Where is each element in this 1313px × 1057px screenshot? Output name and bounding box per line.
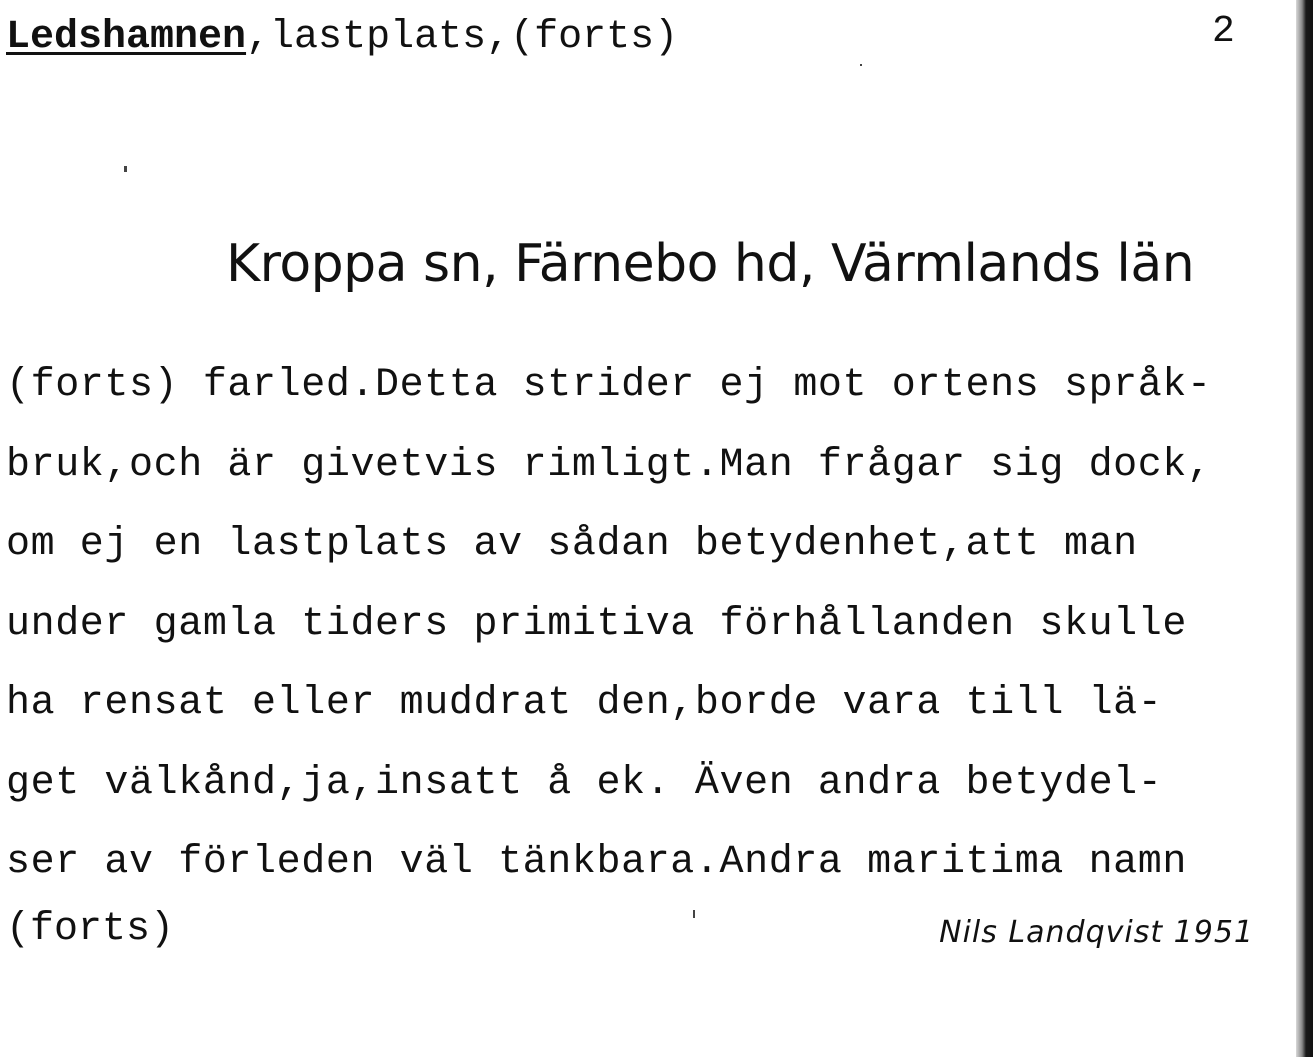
card-headword: [6, 12, 678, 64]
card-right-edge: [1296, 0, 1313, 1057]
body-line: om ej en lastplats av sådan betydenhet,att man: [6, 522, 1138, 567]
card-footer: [6, 900, 1266, 970]
paper-speck: [860, 64, 862, 66]
locality-stamp: Kroppa sn, Färnebo hd, Värmlands län: [226, 234, 1195, 294]
continuation-note: (forts): [6, 907, 175, 952]
body-line: get välkånd,ja,insatt å ek. Även andra betydel-: [6, 760, 1163, 806]
page-number: 2: [1212, 10, 1235, 53]
body-line: ser av förleden väl tänkbara.Andra maritima namn: [6, 840, 1187, 885]
body-text: [6, 356, 1296, 913]
headword-place-name: Ledshamnen: [6, 15, 247, 60]
body-line: bruk,och är givetvis rimligt.Man frågar sig dock,: [6, 442, 1212, 488]
headword-suffix: ,lastplats,(forts): [246, 15, 679, 60]
body-line: (forts) farled.Detta strider ej mot ortens språk-: [6, 363, 1212, 408]
body-line: under gamla tiders primitiva förhållanden skulle: [6, 601, 1187, 647]
author-signature: Nils Landqvist 1951: [939, 915, 1254, 950]
body-line: ha rensat eller muddrat den,borde vara till lä-: [6, 681, 1163, 726]
paper-speck: [124, 166, 127, 172]
